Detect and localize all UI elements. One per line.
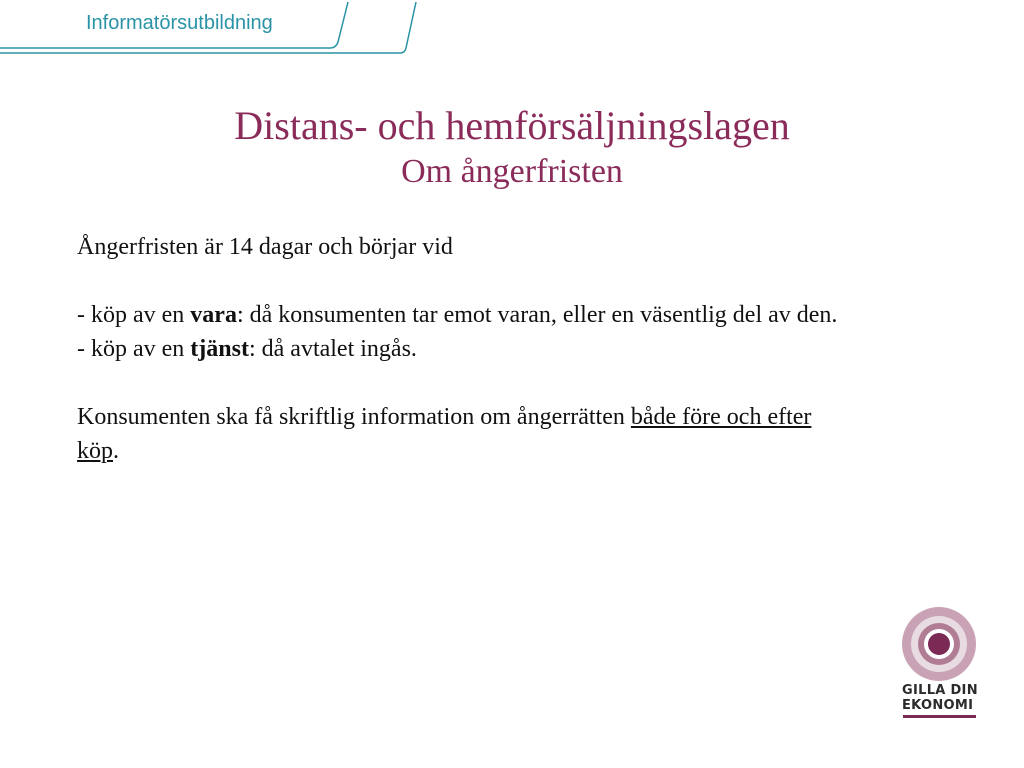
logo-line1: GILLA DIN: [902, 683, 978, 698]
bullet-vara-prefix: - köp av en: [77, 302, 191, 328]
bullet-vara-keyword: vara: [190, 302, 237, 328]
logo-text: [902, 683, 980, 713]
intro-text: Ångerfristen är 14 dagar och börjar vid: [77, 234, 453, 260]
bullet-vara-suffix: : då konsumenten tar emot varan, eller en väsentlig del av den.: [236, 302, 838, 328]
logo-line2: EKONOMI: [902, 698, 974, 713]
title-block: [0, 100, 1024, 192]
info-main: Konsumenten ska få skriftlig information om ångerrätten: [77, 404, 631, 430]
slide-body: [77, 230, 857, 468]
bullet-tjanst-suffix: : då avtalet ingås.: [248, 336, 417, 362]
info-end: .: [113, 438, 119, 464]
slide-title: Distans- och hemförsäljningslagen: [234, 103, 790, 148]
logo-bar: [903, 715, 976, 718]
bullet-vara: [77, 298, 857, 332]
info-underlined: både före och efter köp: [77, 404, 812, 464]
slide-subtitle: Om ångerfristen: [401, 153, 623, 190]
header-label: Informatörsutbildning: [86, 12, 273, 34]
info-text: [77, 400, 857, 468]
bullet-tjanst: [77, 332, 857, 366]
bullet-tjanst-keyword: tjänst: [190, 336, 249, 362]
bullet-tjanst-prefix: - köp av en: [77, 336, 191, 362]
